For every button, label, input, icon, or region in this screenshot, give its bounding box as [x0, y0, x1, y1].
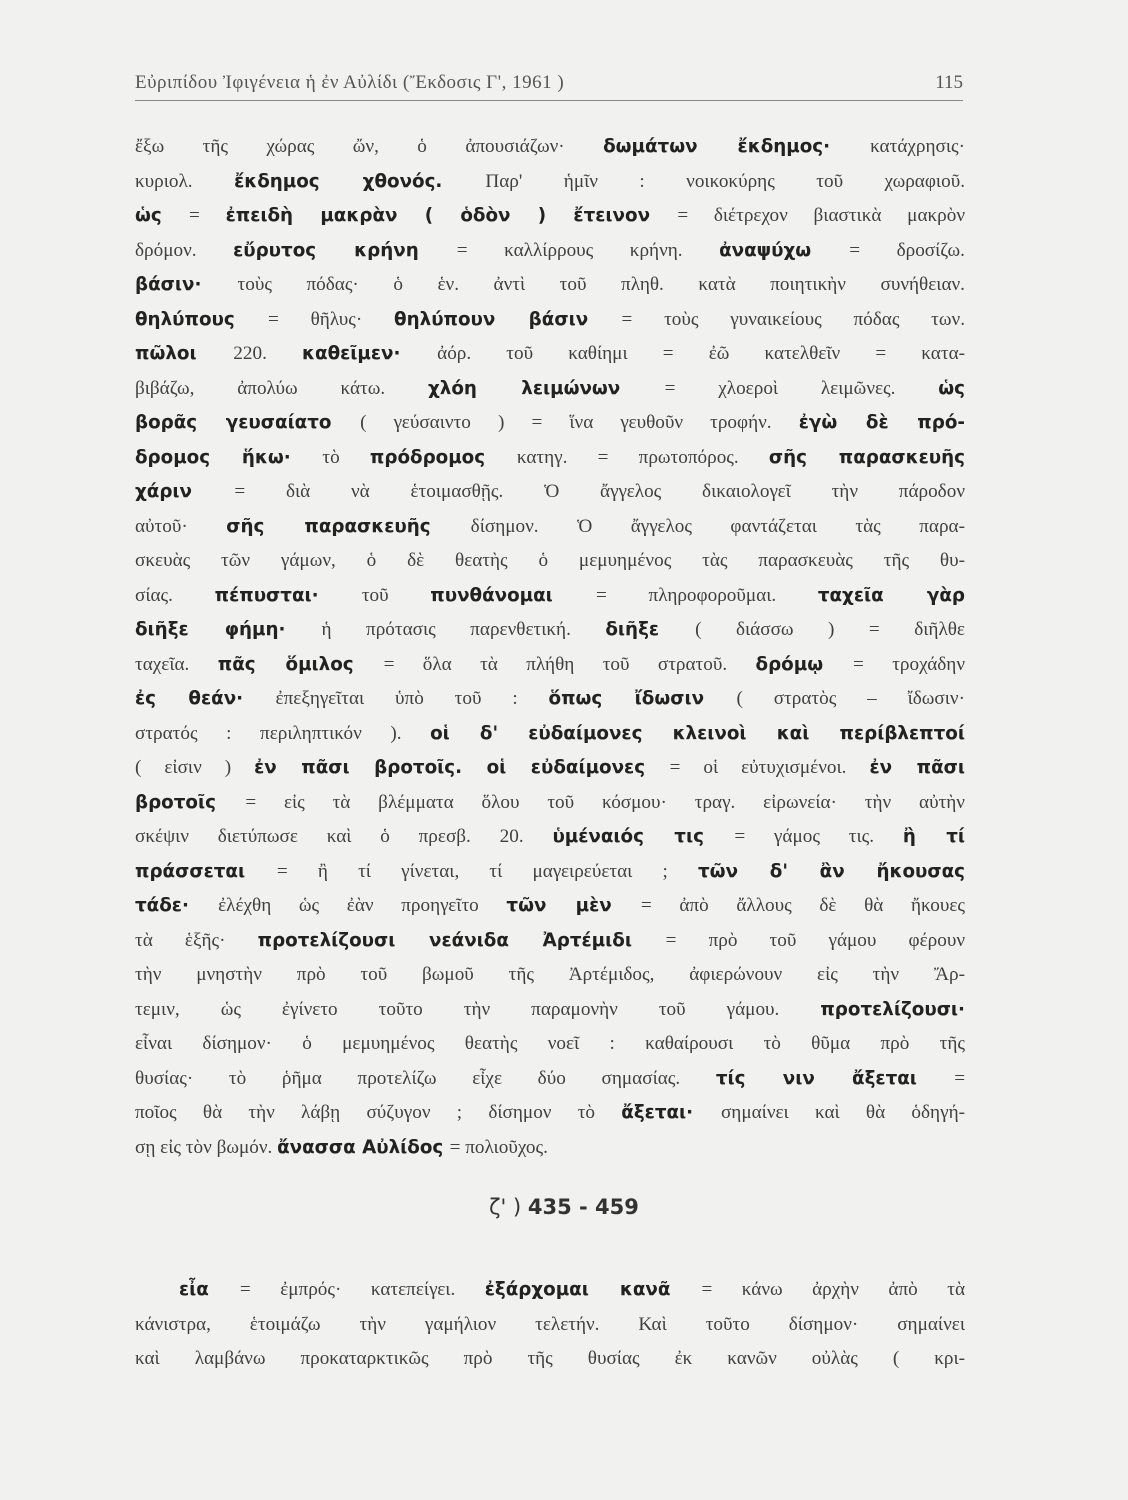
gloss: = θῆλυς· — [268, 308, 395, 330]
text-line — [135, 682, 965, 717]
lemma: σῆς παρασκευῆς — [768, 446, 966, 468]
gloss: ἐλέχθη ὡς ἐὰν προηγεῖτο — [218, 895, 507, 916]
gloss: τὸ — [322, 446, 370, 468]
lemma: ἐς θεάν· — [135, 688, 276, 709]
gloss: = διὰ νὰ ἑτοιμασθῇς. Ὁ ἄγγελος δικαιολογεῖ τὴν πάροδον — [234, 481, 965, 502]
lemma: δρομος ἥκω· — [135, 446, 323, 468]
gloss: = ἀπὸ ἄλλους δὲ θὰ ἤκουες — [640, 895, 965, 916]
gloss: τοῦ — [361, 584, 431, 606]
gloss: τὰ ἑξῆς· — [135, 929, 258, 951]
gloss: = χλοεροὶ λειμῶνες. — [664, 377, 939, 399]
lemma: ἐξάρχομαι κανᾶ — [484, 1279, 702, 1300]
text-line — [135, 441, 965, 476]
text-line — [135, 889, 965, 924]
text-line — [135, 268, 965, 303]
gloss: σημαίνει καὶ θὰ ὁδηγή- — [720, 1102, 965, 1123]
text-line — [135, 924, 965, 959]
text-line — [135, 579, 965, 614]
lemma: θηλύπους — [135, 308, 269, 330]
gloss: θυσίας· τὸ ῥῆμα προτελίζω εἶχε δύο σημασίας. — [135, 1067, 716, 1089]
section-heading — [0, 1195, 1128, 1219]
gloss: καὶ λαμβάνω προκαταρκτικῶς πρὸ τῆς θυσίας ἐκ κανῶν οὐλὰς ( κρι- — [135, 1348, 965, 1369]
text-line — [135, 1131, 965, 1166]
lemma: δρόμῳ — [755, 653, 854, 675]
gloss: = τοὺς γυναικείους πόδας των. — [621, 308, 965, 330]
gloss: σῃ εἰς τὸν βωμόν. — [135, 1136, 278, 1158]
commentary-text — [135, 130, 965, 1165]
lemma: τίς νιν ἄξεται — [715, 1067, 955, 1089]
gloss: κάνιστρα, ἑτοιμάζω τὴν γαμήλιον τελετήν. Καὶ τοῦτο δίσημον· σημαίνει — [135, 1313, 965, 1335]
gloss: 220. — [233, 343, 303, 364]
lemma: χάριν — [135, 481, 235, 502]
gloss: ( διάσσω ) = διῆλθε — [695, 619, 965, 640]
lemma: ἄξεται· — [621, 1102, 721, 1123]
text-line — [135, 958, 965, 993]
running-header — [135, 66, 963, 102]
page-number: 115 — [935, 72, 963, 93]
gloss: κατηγ. = πρωτοπόρος. — [516, 446, 769, 468]
lemma: ὡς — [135, 205, 190, 226]
text-line — [135, 1027, 965, 1062]
text-line — [135, 648, 965, 683]
lemma: βάσιν· — [135, 274, 238, 295]
gloss: = εἰς τὰ βλέμματα ὅλου τοῦ κόσμου· τραγ. εἰρωνεία· τὴν αὐτὴν — [245, 791, 965, 813]
gloss: στρατός : περιληπτικόν ). — [135, 722, 431, 744]
gloss: ( εἰσιν ) — [135, 757, 255, 778]
lemma: διῆξε φήμη· — [135, 619, 322, 640]
lemma: πρόδρομος — [369, 446, 517, 468]
gloss: = οἱ εὐτυχισμένοι. — [669, 757, 870, 778]
text-line — [135, 820, 965, 855]
gloss: ( στρατὸς – ἴδωσιν· — [736, 688, 965, 709]
lemma: καθεῖμεν· — [302, 343, 438, 364]
lemma: βροτοῖς — [135, 791, 246, 813]
text-line — [135, 613, 965, 648]
gloss: = πληροφοροῦμαι. — [596, 584, 818, 606]
lemma: χλόη λειμώνων — [427, 377, 665, 399]
section-range: 435 - 459 — [527, 1195, 639, 1219]
gloss: = κάνω ἀρχὴν ἀπὸ τὰ — [701, 1279, 965, 1300]
text-line — [135, 1062, 965, 1097]
running-title: Εὐριπίδου Ἰφιγένεια ἡ ἐν Αὐλίδι (Ἔκδοσις Γ', 1961 ) — [135, 72, 565, 93]
text-line — [135, 199, 965, 234]
gloss: κυριολ. — [135, 170, 235, 192]
gloss: ( γεύσαιντο ) = ἵνα γευθοῦν τροφήν. — [360, 412, 799, 433]
gloss: = — [954, 1067, 966, 1089]
gloss: σκέψιν διετύπωσε καὶ ὁ πρεσβ. 20. — [135, 826, 553, 847]
text-line — [135, 165, 965, 200]
lemma: πῶλοι — [135, 343, 234, 364]
text-line — [135, 786, 965, 821]
gloss: Παρ' ἡμῖν : νοικοκύρης τοῦ χωραφιοῦ. — [485, 170, 965, 192]
lemma: διῆξε — [605, 619, 696, 640]
text-line — [135, 1342, 965, 1377]
gloss: = καλλίρρους κρήνη. — [456, 239, 720, 261]
commentary-text-section — [135, 1273, 965, 1377]
text-line — [135, 1308, 965, 1343]
gloss: τὴν μνηστὴν πρὸ τοῦ βωμοῦ τῆς Ἀρτέμιδος, ἀφιερώνουν εἰς τὴν Ἄρ- — [135, 964, 965, 985]
lemma: ὅπως ἴδωσιν — [548, 688, 737, 709]
gloss: ταχεῖα. — [135, 653, 218, 675]
text-line — [135, 510, 965, 545]
gloss: = γάμος τις. — [734, 826, 903, 847]
lemma: εὔρυτος κρήνη — [233, 239, 457, 261]
lemma: ἔκδημος χθονός. — [234, 170, 486, 192]
gloss: ἔξω τῆς χώρας ὤν, ὁ ἀπουσιάζων· — [135, 136, 604, 157]
section-label: ζ' ) — [489, 1195, 522, 1219]
text-line — [135, 855, 965, 890]
text-line — [135, 234, 965, 269]
lemma: σῆς παρασκευῆς — [226, 515, 471, 537]
lemma: εἶα — [179, 1279, 240, 1300]
header-rule — [135, 100, 963, 101]
lemma: προτελίζουσι· — [820, 998, 965, 1020]
gloss: = πρὸ τοῦ γάμου φέρουν — [665, 929, 965, 951]
lemma: θηλύπουν βάσιν — [394, 308, 622, 330]
gloss: τοὺς πόδας· ὁ ἑν. ἀντὶ τοῦ πληθ. κατὰ ποιητικὴν συνήθειαν. — [237, 274, 965, 295]
lemma: προτελίζουσι νεάνιδα Ἀρτέμιδι — [257, 929, 666, 951]
text-line — [135, 130, 965, 165]
lemma: πᾶς ὅμιλος — [217, 653, 384, 675]
lemma: πέπυσται· — [214, 584, 362, 606]
lemma: ἀναψύχω — [719, 239, 850, 261]
lemma: ἢ τί — [902, 826, 966, 847]
lemma: πράσσεται — [135, 860, 277, 882]
lemma: βορᾶς γευσαίατο — [135, 412, 361, 433]
text-line — [135, 372, 965, 407]
gloss: δίσημον. Ὁ ἄγγελος φαντάζεται τὰς παρα- — [470, 515, 965, 537]
gloss: = δροσίζω. — [849, 239, 965, 261]
lemma: δωμάτων ἔκδημος· — [603, 136, 871, 157]
gloss: βιβάζω, ἀπολύω κάτω. — [135, 377, 428, 399]
lemma: ταχεῖα γὰρ — [817, 584, 966, 606]
lemma: ἐν πᾶσι — [869, 757, 965, 778]
lemma: ἄνασσα Αὐλίδος — [277, 1136, 450, 1158]
gloss: = ὅλα τὰ πλήθη τοῦ στρατοῦ. — [383, 653, 756, 675]
lemma: πυνθάνομαι — [430, 584, 597, 606]
gloss: δρόμον. — [135, 239, 234, 261]
gloss: = διέτρεχον βιαστικὰ μακρὸν — [677, 205, 966, 226]
gloss: σίας. — [135, 584, 215, 606]
text-line — [135, 751, 965, 786]
gloss: τεμιν, ὡς ἐγίνετο τοῦτο τὴν παραμονὴν τοῦ γάμου. — [135, 998, 821, 1020]
text-line — [135, 303, 965, 338]
gloss: = — [189, 205, 226, 226]
lemma: ὑμέναιός τις — [552, 826, 735, 847]
text-line — [135, 717, 965, 752]
gloss: εἶναι δίσημον· ὁ μεμυημένος θεατὴς νοεῖ : καθαίρουσι τὸ θῦμα πρὸ τῆς — [135, 1033, 965, 1054]
gloss: αὐτοῦ· — [135, 515, 227, 537]
gloss: κατάχρησις· — [870, 136, 965, 157]
gloss: = ἐμπρός· κατεπείγει. — [239, 1279, 485, 1300]
text-line — [135, 1096, 965, 1131]
gloss: σκευὰς τῶν γάμων, ὁ δὲ θεατὴς ὁ μεμυημένος τὰς παρασκευὰς τῆς θυ- — [135, 550, 965, 571]
lemma: ὡς — [938, 377, 965, 399]
gloss: = τροχάδην — [853, 653, 966, 675]
gloss: ποῖος θὰ τὴν λάβῃ σύζυγον ; δίσημον τὸ — [135, 1102, 622, 1123]
lemma: ἐγὼ δὲ πρό- — [798, 412, 965, 433]
text-line — [135, 544, 965, 579]
lemma: τῶν μὲν — [506, 895, 641, 916]
lemma: οἱ δ' εὐδαίμονες κλεινοὶ καὶ περίβλεπτοί — [430, 722, 965, 744]
lemma: τῶν δ' ἂν ἤκουσας — [698, 860, 965, 882]
gloss: ἡ πρότασις παρενθετική. — [321, 619, 606, 640]
lemma: τάδε· — [135, 895, 219, 916]
lemma: ἐπειδὴ μακρὰν ( ὁδὸν ) ἔτεινον — [225, 205, 678, 226]
gloss: = πολιοῦχος. — [449, 1136, 548, 1158]
text-line — [135, 993, 965, 1028]
gloss: = ἢ τί γίνεται, τί μαγειρεύεται ; — [276, 860, 699, 882]
gloss: ἀόρ. τοῦ καθίημι = ἐῶ κατελθεῖν = κατα- — [437, 343, 966, 364]
text-line — [135, 1273, 965, 1308]
text-line — [135, 406, 965, 441]
lemma: ἐν πᾶσι βροτοῖς. οἱ εὐδαίμονες — [254, 757, 670, 778]
text-line — [135, 475, 965, 510]
gloss: ἐπεξηγεῖται ὑπὸ τοῦ : — [275, 688, 549, 709]
text-line — [135, 337, 965, 372]
